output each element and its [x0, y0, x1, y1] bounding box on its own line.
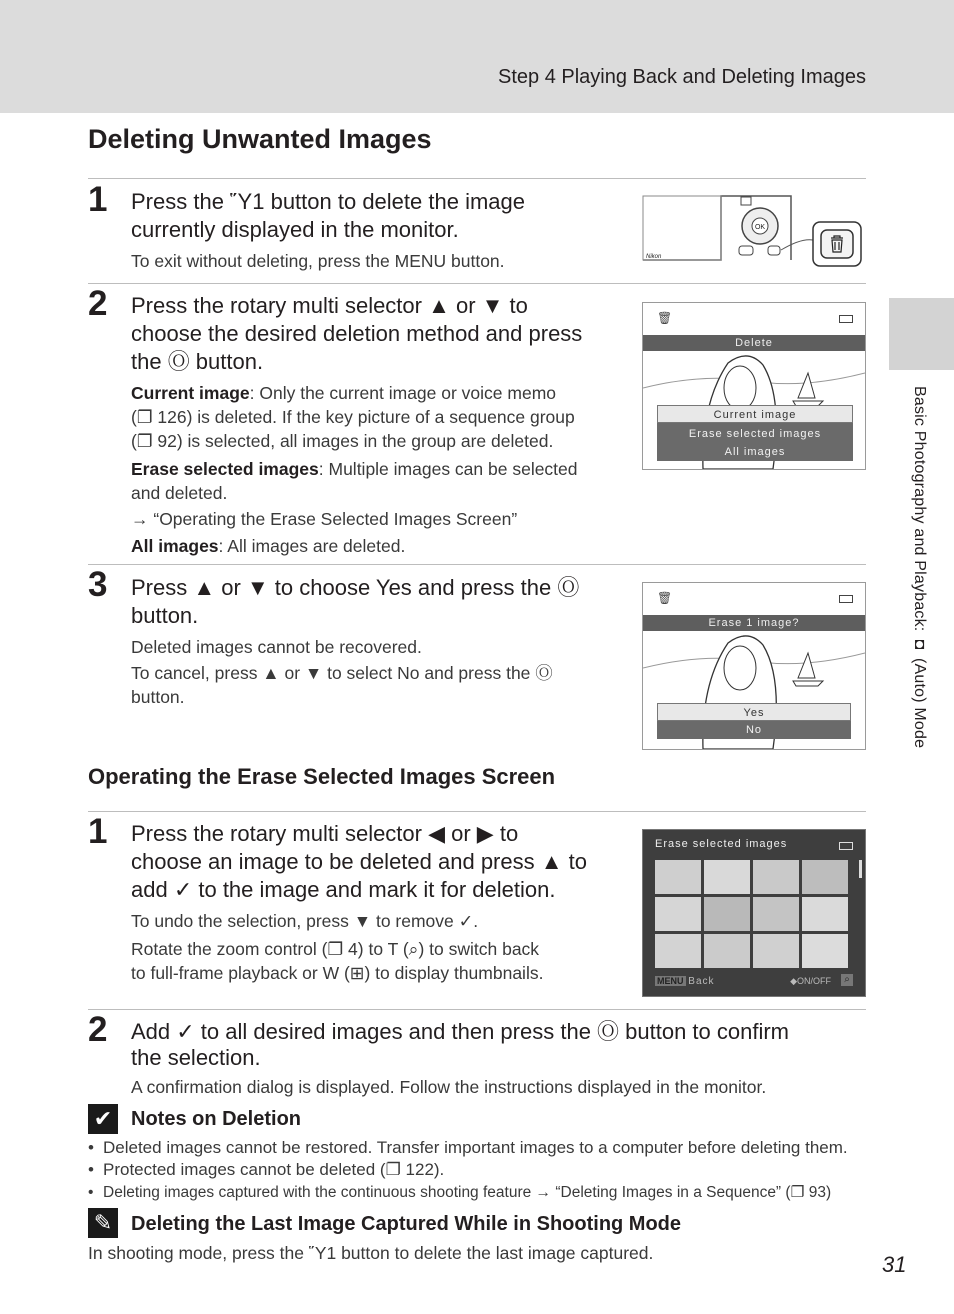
divider	[88, 564, 866, 565]
onoff-control[interactable]: ◆ON/OFF	[790, 976, 831, 986]
step-2-line-2: choose the desired deletion method and press	[131, 321, 583, 346]
menu-button-icon: MENU	[657, 976, 684, 986]
substep-1-note-1: To undo the selection, press ▼ to remove ✓.	[131, 911, 479, 931]
option-all-text: : All images are deleted.	[218, 536, 406, 556]
onoff-label: ON/OFF	[797, 976, 831, 986]
tip-text: In shooting mode, press the Ὕ1 button to delete the last image captured.	[88, 1243, 654, 1263]
step-2-line-1: Press the rotary multi selector ▲ or ▼ to	[131, 293, 528, 318]
step-3-note-1: Deleted images cannot be recovered.	[131, 637, 422, 657]
note-text: Protected images cannot be deleted (❐ 122).	[103, 1160, 445, 1179]
step-3-line-1: Press ▲ or ▼ to choose Yes and press the Ⓞ	[131, 575, 580, 600]
trash-icon: 🗑	[657, 591, 673, 605]
option-erase-text-2: and deleted.	[131, 483, 228, 503]
step-3-notes	[131, 635, 553, 709]
substep-1-note-3: to full-frame playback or W (⊞) to display thumbnails.	[131, 963, 544, 983]
checkmark-icon: ✔	[88, 1104, 118, 1134]
battery-icon	[839, 842, 853, 850]
thumbnail[interactable]	[753, 860, 799, 894]
battery-icon	[839, 315, 853, 323]
page-number: 31	[882, 1252, 907, 1277]
confirm-erase-screen	[642, 582, 866, 750]
step-2-line-3: the Ⓞ button.	[131, 349, 264, 374]
scrollbar[interactable]	[859, 860, 862, 878]
thumbnail[interactable]	[704, 897, 750, 931]
option-current-text: : Only the current image or voice memo	[249, 383, 557, 403]
erase-screen-link[interactable]: → “Operating the Erase Selected Images Screen”	[131, 509, 518, 529]
menu-item-yes[interactable]: Yes	[657, 703, 851, 721]
substep-2-note: A confirmation dialog is displayed. Follow the instructions displayed in the monitor.	[131, 1077, 767, 1097]
step-3-instruction	[131, 574, 579, 630]
option-current-text-3: (❐ 92) is selected, all images in the group are deleted.	[131, 431, 554, 451]
step-1-line-1: Press the Ὕ1 button to delete the image	[131, 189, 525, 214]
thumbnail-grid	[655, 860, 851, 972]
substep-1-instruction	[131, 820, 587, 904]
substep-1-line-3: add ✓ to the image and mark it for deletion.	[131, 877, 556, 902]
screen-title: Erase selected images	[655, 838, 788, 850]
camera-back-icon	[641, 188, 866, 270]
camera-illustration	[641, 188, 866, 270]
screen-title: Delete	[643, 335, 865, 351]
back-label: Back	[688, 976, 715, 987]
thumbnail[interactable]	[753, 897, 799, 931]
substep-2-line-2: the selection.	[131, 1045, 261, 1070]
substep-1-note-2: Rotate the zoom control (❐ 4) to T (⌕) to switch back	[131, 939, 540, 959]
substep-1-notes	[131, 909, 543, 985]
step-1-line-2: currently displayed in the monitor.	[131, 217, 459, 242]
trash-icon: 🗑	[657, 311, 673, 325]
step-3-note-3: button.	[131, 687, 185, 707]
option-current-label: Current image	[131, 383, 250, 403]
substep-2-instruction	[131, 1018, 871, 1072]
chapter-title: Basic Photography and Playback: ◘ (Auto) Mode	[911, 386, 928, 749]
divider	[88, 811, 866, 812]
note-bullet: • Protected images cannot be deleted (❐ 122).	[88, 1160, 445, 1179]
thumbnail[interactable]	[802, 860, 848, 894]
note-text: Deleting images captured with the continuous shooting feature → “Deleting Images in a Sequence” (❐ 93)	[103, 1184, 832, 1201]
step-number: 3	[88, 565, 108, 604]
erase-selected-screen	[642, 829, 866, 997]
svg-text:OK: OK	[754, 224, 766, 231]
step-number: 2	[88, 1010, 108, 1049]
option-all-label: All images	[131, 536, 219, 556]
thumbnail[interactable]	[802, 934, 848, 968]
section-header: Step 4 Playing Back and Deleting Images	[498, 66, 866, 88]
page-title: Deleting Unwanted Images	[88, 124, 432, 154]
tip-heading: Deleting the Last Image Captured While in Shooting Mode	[131, 1213, 682, 1235]
step-number: 1	[88, 180, 108, 219]
thumbnail[interactable]	[655, 934, 701, 968]
step-2-instruction	[131, 292, 582, 376]
step-number: 2	[88, 284, 108, 323]
note-bullet: • Deleting images captured with the continuous shooting feature → “Deleting Images in a Sequence” (❐ 93)	[88, 1184, 832, 1201]
divider	[88, 283, 866, 284]
option-erase-text: : Multiple images can be selected	[318, 459, 578, 479]
thumbnail[interactable]	[655, 860, 701, 894]
zoom-icon: ⌕	[841, 974, 853, 986]
delete-options-menu	[657, 405, 853, 461]
note-text: Deleted images cannot be restored. Transfer important images to a computer before deleting them.	[103, 1138, 848, 1157]
divider	[88, 1009, 866, 1010]
thumbnail[interactable]	[655, 897, 701, 931]
menu-item-current-image[interactable]: Current image	[657, 405, 853, 423]
screen-title: Erase 1 image?	[643, 615, 865, 631]
menu-back-control[interactable]	[655, 976, 715, 987]
substep-2-line-1: Add ✓ to all desired images and then press the Ⓞ button to confirm	[131, 1019, 790, 1044]
menu-item-all-images[interactable]: All images	[724, 446, 786, 458]
subsection-title: Operating the Erase Selected Images Screen	[88, 764, 556, 789]
step-number: 1	[88, 812, 108, 851]
substep-1-line-1: Press the rotary multi selector ◀ or ▶ to	[131, 821, 519, 846]
menu-item-erase-selected[interactable]: Erase selected images	[688, 428, 822, 440]
header-band	[0, 0, 954, 113]
step-1-instruction	[131, 188, 525, 244]
step-3-note-2: To cancel, press ▲ or ▼ to select No and press the Ⓞ	[131, 663, 553, 683]
confirm-options-menu	[657, 703, 851, 739]
thumbnail[interactable]	[704, 860, 750, 894]
notes-heading: Notes on Deletion	[131, 1108, 302, 1130]
option-erase-label: Erase selected images	[131, 459, 319, 479]
battery-icon	[839, 595, 853, 603]
thumbnail[interactable]	[753, 934, 799, 968]
option-current-text-2: (❐ 126) is deleted. If the key picture of a sequence group	[131, 407, 575, 427]
delete-menu-screen	[642, 302, 866, 470]
step-3-line-2: button.	[131, 603, 199, 628]
divider	[88, 178, 866, 179]
substep-1-line-2: choose an image to be deleted and press ▲ to	[131, 849, 587, 874]
step-2-details	[131, 381, 621, 558]
note-bullet: • Deleted images cannot be restored. Transfer important images to a computer before deleting them.	[88, 1138, 848, 1157]
step-1-note: To exit without deleting, press the MENU button.	[131, 251, 505, 271]
thumbnail[interactable]	[802, 897, 848, 931]
chapter-tab	[889, 298, 954, 370]
svg-text:Nikon: Nikon	[646, 254, 662, 260]
pencil-icon: ✎	[88, 1208, 118, 1238]
thumbnail[interactable]	[704, 934, 750, 968]
menu-item-no[interactable]: No	[745, 724, 763, 736]
